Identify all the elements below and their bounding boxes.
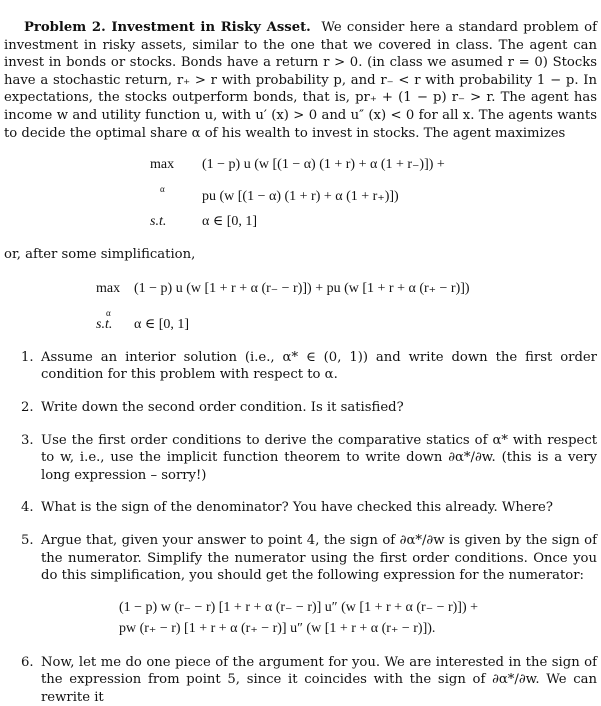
- question-item: [4, 654, 597, 706]
- eq1-max-operator: max: [150, 157, 175, 173]
- simplification-text: or, after some simplification,: [4, 247, 196, 263]
- eq2-st-label: s.t.: [96, 316, 113, 332]
- question-number: 3.: [21, 432, 34, 448]
- eq1-max-subscript: α: [160, 184, 165, 195]
- question-text: Argue that, given your answer to point 4, the sign of ∂α*/∂w is given by the sign of the numerator. Simplify the numerator using the first order conditions. Once you do this simplification, you should get the following expression for the numerator:: [41, 532, 597, 584]
- eq2-constraint: α ∈ [0, 1]: [134, 316, 190, 332]
- question-item: [4, 499, 597, 517]
- eq3-line-2: pw (r₊ − r) [1 + r + α (r₊ − r)] u″ (w [1 + r + α (r₊ − r)]).: [119, 620, 436, 636]
- question-item: [4, 399, 597, 417]
- question-item: [4, 532, 597, 639]
- eq1-line-1: (1 − p) u (w [(1 − α) (1 + r) + α (1 + r₋)]) +: [202, 157, 445, 173]
- question-number: 1.: [21, 349, 34, 365]
- objective-equation-1: [150, 154, 597, 232]
- question-text: Assume an interior solution (i.e., α* ∈ (0, 1)) and write down the first order condition for this problem with respect to α.: [41, 349, 597, 383]
- question-text: Use the first order conditions to derive the comparative statics of α* with respect to w, i.e., use the implicit function theorem to write down ∂α*/∂w. (this is a very long expression – sorry!): [41, 432, 597, 483]
- objective-equation-2: [96, 278, 597, 335]
- question-text: What is the sign of the denominator? You have checked this already. Where?: [41, 500, 553, 516]
- problem-intro-text: We consider here a standard problem of investment in risky assets, similar to the one that we covered in class. The agent can invest in bonds or stocks. Bonds have a return r > 0. (in class we asumed r = 0) Stocks have a stochastic return, r₊ > r with probability p, and r₋ < r with probability 1 − p. In expectations, the stocks outperform bonds, that is, pr₊ + (1 − p) r₋ > r. The agent has income w and utility function u, with u′ (x) > 0 and u″ (x) < 0 for all x. The agents wants to decide the optimal share α of his wealth to invest in stocks. The agent maximizes: [4, 20, 597, 141]
- question-number: 4.: [21, 500, 34, 516]
- question-item: [4, 432, 597, 485]
- eq1-line-2: pu (w [(1 − α) (1 + r) + α (1 + r₊)]): [202, 189, 399, 205]
- eq2-line-1: (1 − p) u (w [1 + r + α (r₋ − r)]) + pu (w [1 + r + α (r₊ − r)]): [134, 280, 470, 296]
- problem-title: Problem 2. Investment in Risky Asset.: [24, 20, 311, 35]
- question-text: Now, let me do one piece of the argument for you. We are interested in the sign of the expression from point 5, since it coincides with the sign of ∂α*/∂w. We can rewrite it: [41, 654, 597, 705]
- eq2-max-subscript: α: [106, 307, 111, 318]
- question-number: 6.: [21, 654, 34, 670]
- eq1-st-label: s.t.: [150, 214, 167, 230]
- eq1-constraint: α ∈ [0, 1]: [202, 214, 258, 230]
- question-text: Write down the second order condition. Is it satisfied?: [41, 399, 404, 415]
- question-item: [4, 349, 597, 384]
- question-number: 2.: [21, 399, 34, 415]
- problem-intro-paragraph: [4, 19, 597, 142]
- eq2-max-operator: max: [96, 280, 121, 296]
- question-number: 5.: [21, 532, 34, 548]
- question-list: [4, 349, 597, 706]
- eq3-line-1: (1 − p) w (r₋ − r) [1 + r + α (r₋ − r)] u″ (w [1 + r + α (r₋ − r)]) +: [119, 599, 479, 615]
- numerator-equation: [119, 597, 597, 639]
